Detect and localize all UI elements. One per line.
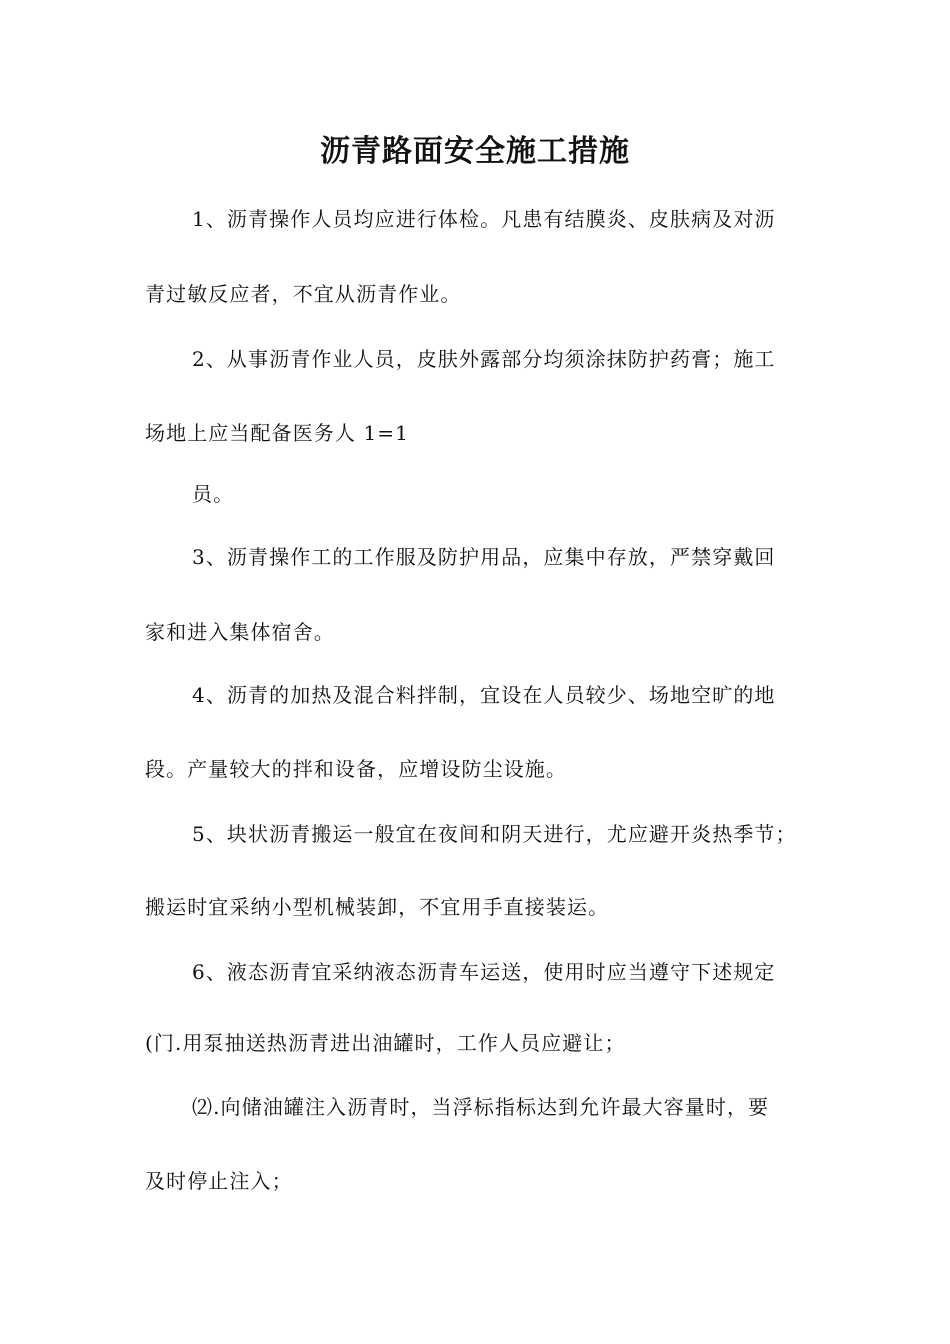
paragraph-1-line-2: 青过敏反应者，不宜从沥青作业。 (145, 282, 462, 306)
paragraph-4-line-2: 段。产量较大的拌和设备，应增设防尘设施。 (145, 757, 567, 781)
paragraph-2-line-2: 场地上应当配备医务人 1=1 (145, 421, 409, 445)
paragraph-2-line-1: 2、从事沥青作业人员，皮肤外露部分均须涂抹防护药膏；施工 (192, 347, 776, 371)
paragraph-5-line-2: 搬运时宜采纳小型机械装卸，不宜用手直接装运。 (145, 895, 610, 919)
rule-2-line-2: 及时停止注入； (145, 1169, 293, 1193)
paragraph-4-line-1: 4、沥青的加热及混合料拌制，宜设在人员较少、场地空旷的地 (192, 683, 776, 707)
paragraph-2-line-3: 员。 (192, 482, 235, 506)
paragraph-3-line-1: 3、沥青操作工的工作服及防护用品，应集中存放，严禁穿戴回 (192, 545, 776, 569)
rule-2-line-1: ⑵.向储油罐注入沥青时，当浮标指标达到允许最大容量时，要 (192, 1095, 770, 1119)
paragraph-1-line-1: 1、沥青操作人员均应进行体检。凡患有结膜炎、皮肤病及对沥 (192, 207, 776, 231)
rule-1-line-1: (门.用泵抽送热沥青进出油罐时，工作人员应避让； (145, 1031, 626, 1055)
paragraph-3-line-2: 家和进入集体宿舍。 (145, 620, 335, 644)
paragraph-6-line-1: 6、液态沥青宜采纳液态沥青车运送，使用时应当遵守下述规定 (192, 960, 776, 984)
document-title: 沥青路面安全施工措施 (320, 134, 630, 169)
paragraph-5-line-1: 5、块状沥青搬运一般宜在夜间和阴天进行，尤应避开炎热季节； (192, 822, 797, 846)
